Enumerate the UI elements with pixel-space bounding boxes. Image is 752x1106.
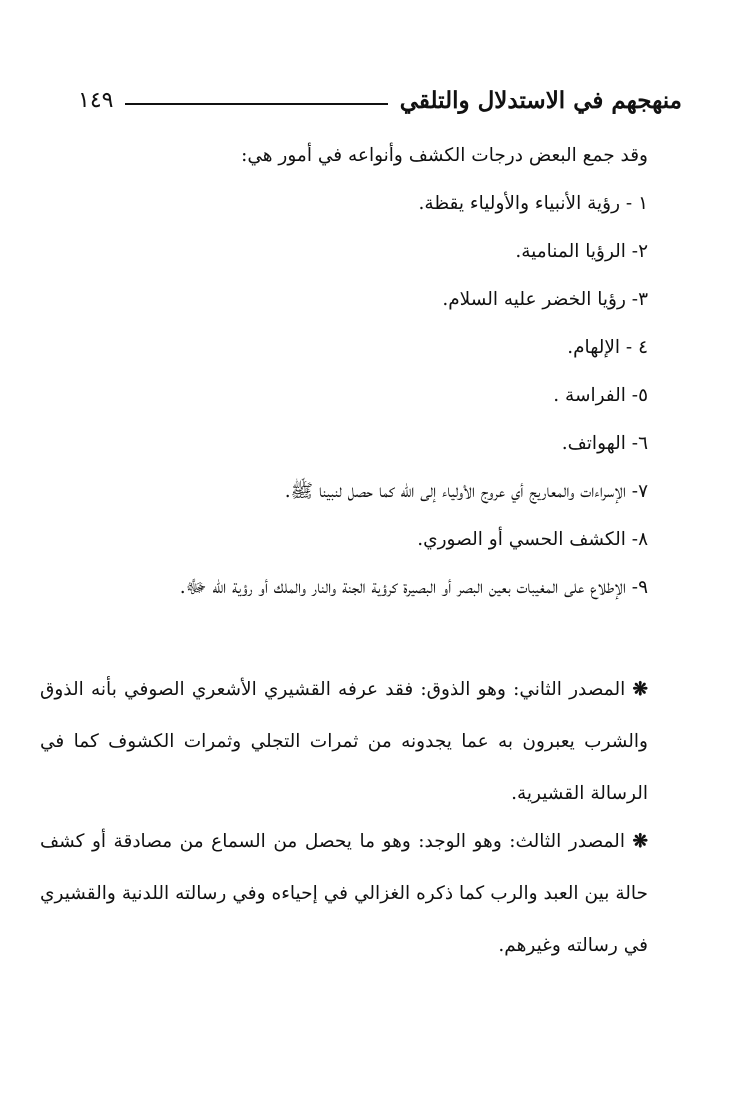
list-item: ٢- الرؤيا المنامية. bbox=[515, 241, 648, 262]
page-number: ١٤٩ bbox=[78, 87, 114, 113]
intro-line: وقد جمع البعض درجات الكشف وأنواعه في أمور هي: bbox=[241, 145, 648, 166]
list-item: ٥- الفراسة . bbox=[553, 385, 648, 406]
list-item: ٣- رؤيا الخضر عليه السلام. bbox=[442, 289, 648, 310]
list-item: ٧- الإسراءات والمعاريج أي عروج الأولياء إلى الله كما حصل لنبينا ﷺ. bbox=[284, 481, 648, 502]
list-item: ٨- الكشف الحسي أو الصوري. bbox=[417, 529, 648, 550]
running-header bbox=[78, 82, 682, 118]
list-item-long bbox=[40, 562, 648, 614]
bullet-icon: ❋ bbox=[632, 831, 648, 852]
header-rule bbox=[125, 103, 387, 105]
paragraph-second-source bbox=[40, 664, 648, 820]
paragraph-text: المصدر الثالث: وهو الوجد: وهو ما يحصل من السماع من مصادقة أو كشف حالة بين العبد والرب كما ذكره الغزالي في إحياءه وفي رسالته اللدنية والقشيري في رسالته وغيرهم. bbox=[40, 831, 648, 956]
list-item-text: ٩- الإطلاع على المغيبات بعين البصر أو البصيرة كرؤية الجنة والنار والملك أو رؤية الله ﷻ. bbox=[179, 577, 648, 598]
bullet-icon: ❋ bbox=[632, 679, 648, 700]
header-title: منهجهم في الاستدلال والتلقي bbox=[399, 86, 682, 114]
list-item: ٤ - الإلهام. bbox=[567, 337, 648, 358]
paragraph-third-source bbox=[40, 816, 648, 972]
list-item: ٦- الهواتف. bbox=[561, 433, 648, 454]
paragraph-text: المصدر الثاني: وهو الذوق: فقد عرفه القشيري الأشعري الصوفي بأنه الذوق والشرب يعبرون به عما يجدونه من ثمرات التجلي وثمرات الكشوف كما في الرسالة القشيرية. bbox=[40, 679, 648, 804]
list-item: ١ - رؤية الأنبياء والأولياء يقظة. bbox=[418, 193, 648, 214]
